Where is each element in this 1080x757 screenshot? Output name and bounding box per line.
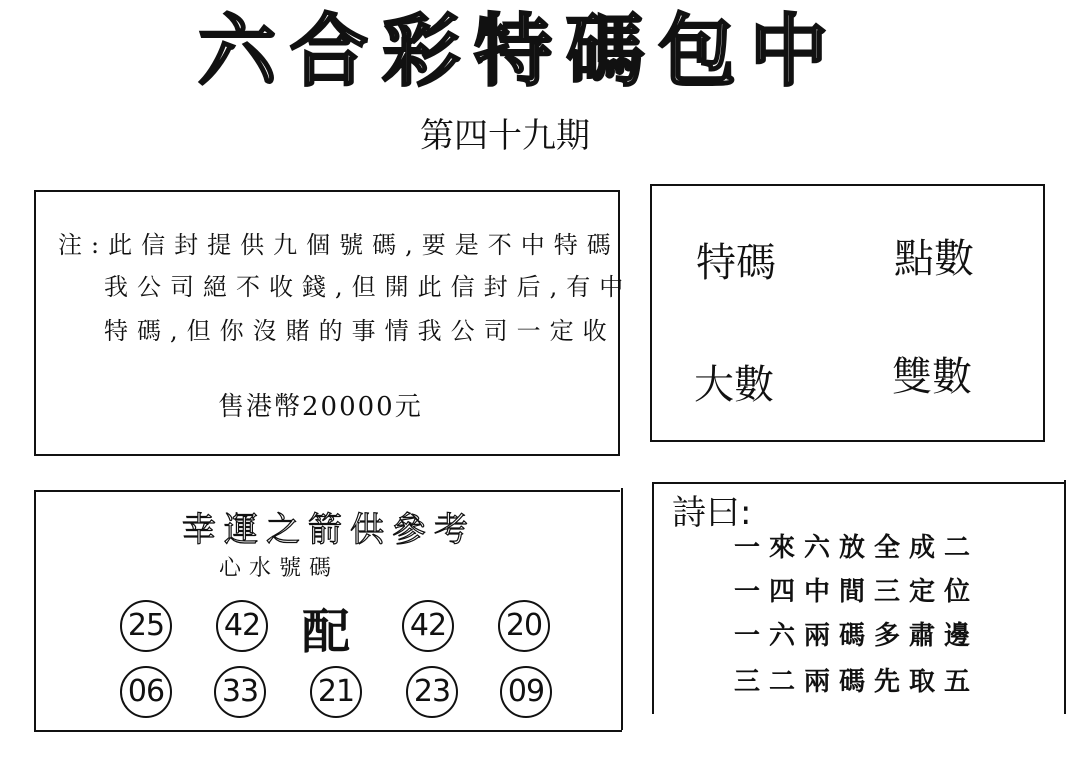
type-special-number: 特碼 — [696, 240, 776, 286]
lucky-number: 09 — [500, 666, 552, 718]
lucky-number: 21 — [310, 666, 362, 718]
type-points: 點數 — [894, 236, 974, 282]
type-big: 大數 — [694, 362, 774, 408]
special-type-box — [650, 184, 1045, 442]
issue-number: 第四十九期 — [420, 116, 590, 156]
lucky-title: 幸運之箭供參考 — [182, 510, 476, 550]
poem-line-2: 一四中間三定位 — [734, 577, 980, 607]
divider-line — [652, 482, 1066, 484]
note-line-2: 我公司絕不收錢,但開此信封后,有中 — [104, 273, 633, 301]
pair-label: 配 — [302, 604, 351, 660]
poem-line-4: 三二兩碼先取五 — [734, 667, 980, 697]
lucky-number: 23 — [406, 666, 458, 718]
lucky-number: 25 — [120, 600, 172, 652]
lucky-number: 42 — [402, 600, 454, 652]
divider-line — [621, 488, 623, 730]
lucky-number: 33 — [214, 666, 266, 718]
divider-line — [1064, 480, 1066, 714]
lucky-number: 20 — [498, 600, 550, 652]
lucky-number: 06 — [120, 666, 172, 718]
page-title: 六合彩特碼包中 — [197, 7, 842, 97]
poem-box — [652, 482, 1067, 714]
lucky-numbers-box — [34, 490, 620, 732]
poem-line-3: 一六兩碼多肅邊 — [734, 621, 980, 651]
note-box — [34, 190, 633, 456]
price: 售港幣20000元 — [218, 392, 423, 422]
note-line-1: 注:此信封提供九個號碼,要是不中特碼 — [58, 231, 620, 259]
poem-heading: 詩曰: — [672, 493, 752, 533]
poem-line-1: 一來六放全成二 — [734, 533, 980, 563]
lucky-subtitle: 心水號碼 — [218, 556, 339, 581]
divider-line — [34, 730, 622, 732]
type-even: 雙數 — [892, 354, 972, 400]
divider-line — [652, 482, 654, 714]
lucky-number: 42 — [216, 600, 268, 652]
note-line-3: 特碼,但你沒賭的事情我公司一定收 — [104, 317, 616, 345]
